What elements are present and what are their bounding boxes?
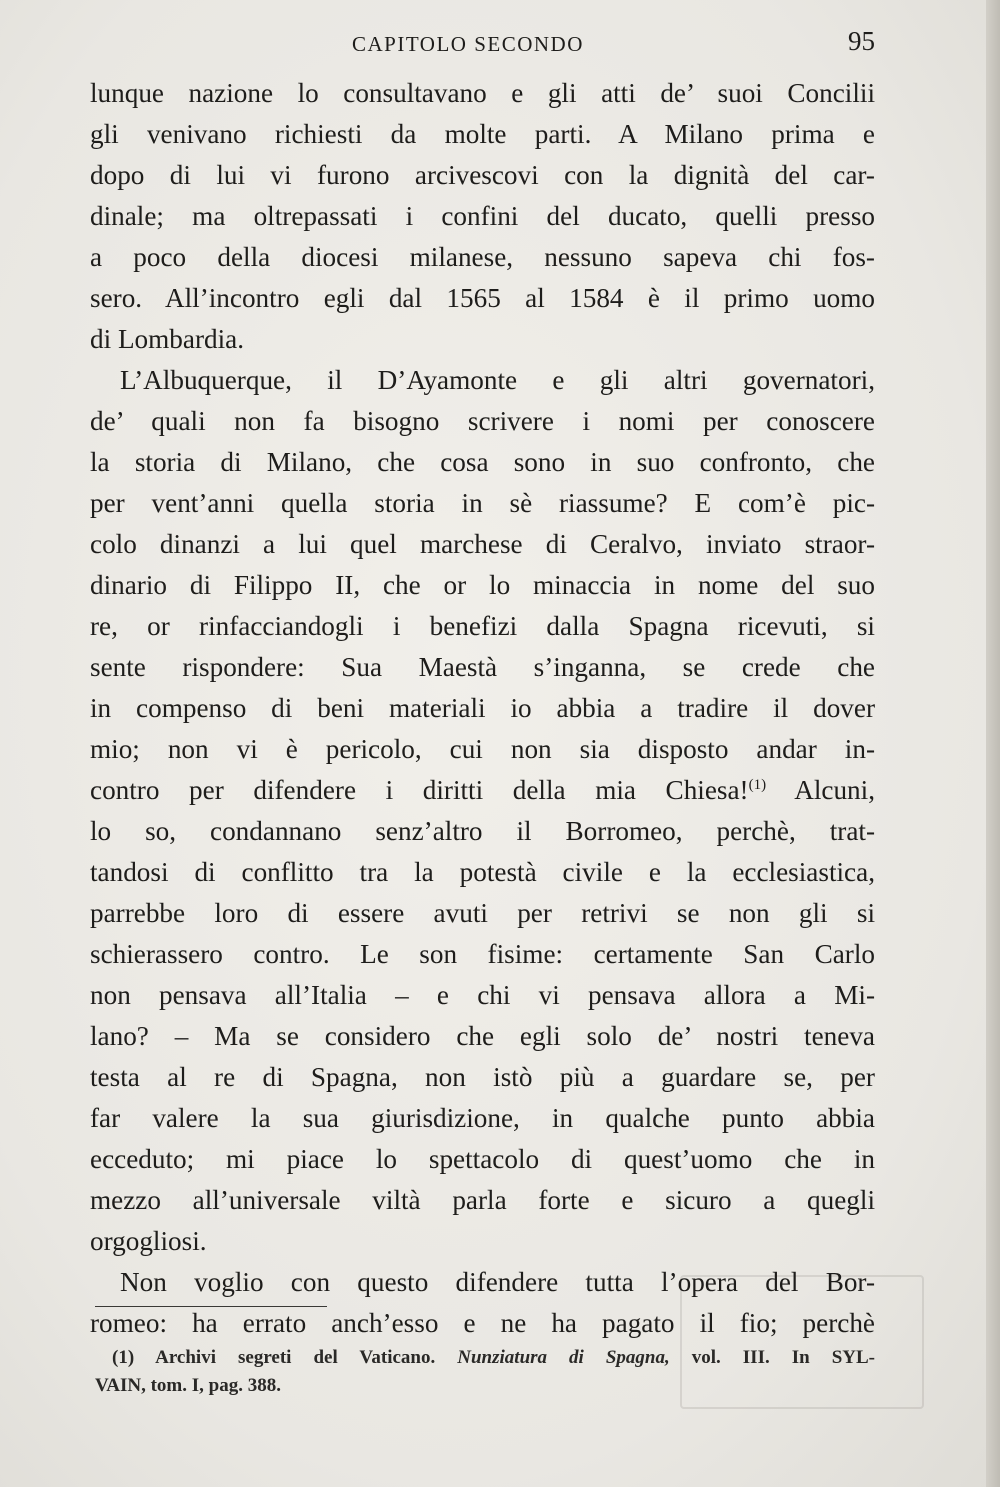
text-line: colo dinanzi a lui quel marchese di Ceralvo, inviato straor- — [90, 529, 875, 559]
footnote-text: Archivi segreti del Vaticano. — [134, 1347, 458, 1368]
text-line: dinale; ma oltrepassati i confini del ducato, quelli presso — [90, 201, 875, 231]
page-edge — [986, 0, 1000, 1487]
footnote-reference: (1) — [748, 776, 767, 793]
footnote-rule — [95, 1306, 327, 1307]
text-line: L’Albuquerque, il D’Ayamonte e gli altri governatori, — [120, 365, 875, 395]
text-line: in compenso di beni materiali io abbia a tradire il dover — [90, 693, 875, 723]
footnote-marker: (1) — [112, 1347, 135, 1368]
footnote-text: vol. III. In SYL- — [669, 1347, 875, 1368]
text-line-with-footnote-ref — [90, 770, 875, 811]
text-line: la storia di Milano, che cosa sono in suo confronto, che — [90, 447, 875, 477]
text-line: a poco della diocesi milanese, nessuno sapeva chi fos- — [90, 242, 875, 272]
text-line: romeo: ha errato anch’esso e ne ha pagato il fio; perchè — [90, 1308, 875, 1338]
text-line: mio; non vi è pericolo, cui non sia disposto andar in- — [90, 734, 875, 764]
text-line: de’ quali non fa bisogno scrivere i nomi per conoscere — [90, 406, 875, 436]
text-segment: contro per difendere i diritti della mia Chiesa! — [90, 775, 749, 805]
text-line: orgogliosi. — [90, 1226, 207, 1256]
text-line: dopo di lui vi furono arcivescovi con la dignità del car- — [90, 160, 875, 190]
text-line: lano? – Ma se considero che egli solo de’ nostri teneva — [90, 1021, 875, 1051]
text-line: di Lombardia. — [90, 324, 245, 354]
text-line: ecceduto; mi piace lo spettacolo di quest’uomo che in — [90, 1144, 875, 1174]
page-number: 95 — [848, 26, 875, 56]
text-line: Non voglio con questo difendere tutta l’opera del Bor- — [120, 1267, 875, 1297]
running-title: CAPITOLO SECONDO — [352, 32, 584, 56]
footnote-line — [112, 1344, 875, 1372]
text-line: per vent’anni quella storia in sè riassume? E com’è pic- — [90, 488, 875, 518]
text-line: lunque nazione lo consultavano e gli atti de’ suoi Concilii — [90, 78, 875, 108]
text-segment: Alcuni, — [766, 775, 875, 805]
footnote — [95, 1344, 875, 1400]
text-line: mezzo all’universale viltà parla forte e sicuro a quegli — [90, 1185, 875, 1215]
text-line: re, or rinfacciandogli i benefizi dalla Spagna ricevuti, si — [90, 611, 875, 641]
page-header — [90, 26, 875, 58]
footnote-italic-title: Nunziatura di Spagna, — [457, 1347, 670, 1368]
footnote-line: VAIN, tom. I, pag. 388. — [95, 1375, 281, 1396]
text-line: testa al re di Spagna, non istò più a guardare se, per — [90, 1062, 875, 1092]
text-line: lo so, condannano senz’altro il Borromeo, perchè, trat- — [90, 816, 875, 846]
text-line: sente rispondere: Sua Maestà s’inganna, se crede che — [90, 652, 875, 682]
text-line: far valere la sua giurisdizione, in qualche punto abbia — [90, 1103, 875, 1133]
text-line: non pensava all’Italia – e chi vi pensava allora a Mi- — [90, 980, 875, 1010]
text-line: gli venivano richiesti da molte parti. A Milano prima e — [90, 119, 875, 149]
text-line: parrebbe loro di essere avuti per retrivi se non gli si — [90, 898, 875, 928]
text-line: dinario di Filippo II, che or lo minaccia in nome del suo — [90, 570, 875, 600]
text-line: sero. All’incontro egli dal 1565 al 1584 è il primo uomo — [90, 283, 875, 313]
text-line: tandosi di conflitto tra la potestà civile e la ecclesiastica, — [90, 857, 875, 887]
body-text — [90, 73, 875, 1344]
text-line: schierassero contro. Le son fisime: certamente San Carlo — [90, 939, 875, 969]
